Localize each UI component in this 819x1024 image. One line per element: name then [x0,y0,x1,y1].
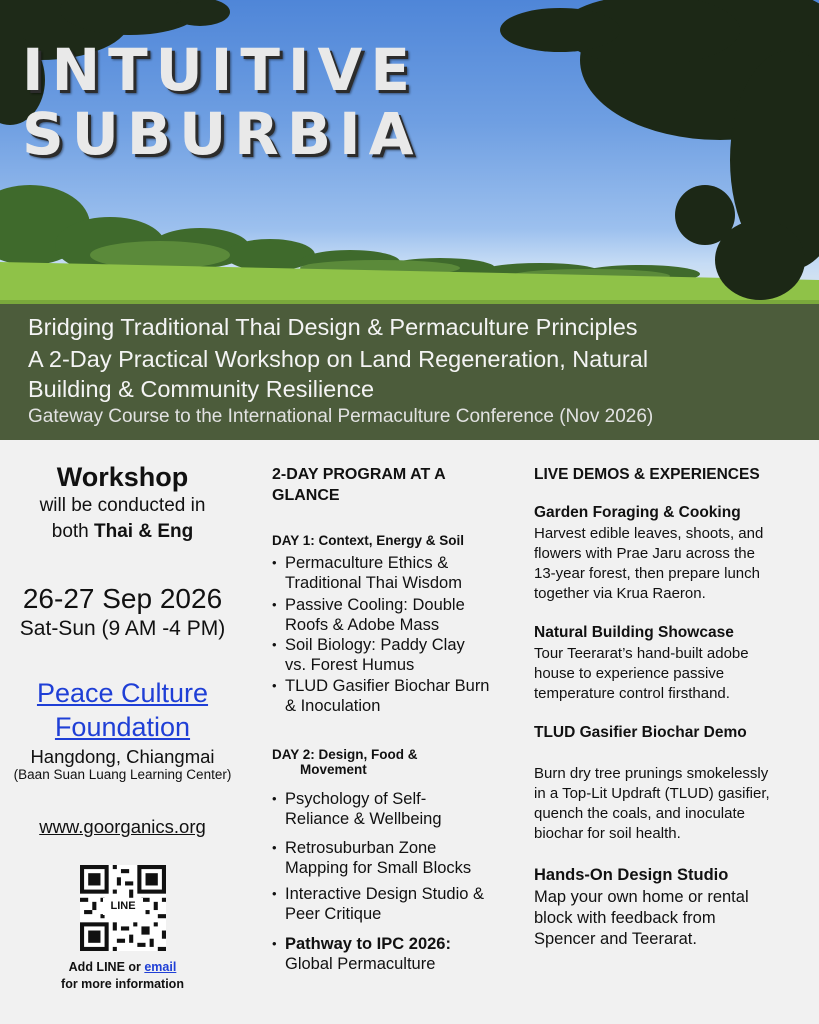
list-item-line: Roofs & Adobe Mass [285,616,440,634]
demo-line: Map your own home or rental [534,888,749,906]
bullet-icon: • [272,678,277,693]
demo-line: Tour Teerarat’s hand-built adobe [534,645,749,662]
list-item [272,884,517,924]
demo-line: quench the coals, and inoculate [534,805,745,822]
demo-line: temperature control firsthand. [534,685,730,702]
list-item-line: Global Permaculture [285,955,436,973]
list-item-line: Interactive Design Studio & [285,885,485,903]
bullet-icon: • [272,597,277,612]
email-link[interactable]: email [144,960,177,974]
program-heading-line-1: 2-DAY PROGRAM AT A [272,466,446,483]
event-location: Hangdong, Chiangmai [30,746,215,767]
hero-banner [0,0,819,440]
list-item-line: Soil Biology: Paddy Clay [285,636,465,654]
list-item [272,635,517,675]
bullet-icon: • [272,840,277,855]
bullet-icon: • [272,791,277,806]
list-item [272,838,517,878]
bullet-icon: • [272,886,277,901]
demo-line: Harvest edible leaves, shoots, and [534,525,764,542]
program-heading [272,464,497,506]
list-item-line: Psychology of Self- [285,790,427,808]
list-item-line: Retrosuburban Zone [285,839,437,857]
bullet-icon: • [272,936,277,951]
subtitle-line-2: A 2-Day Practical Workshop on Land Regeneration, Natural [28,346,649,372]
main-title [22,38,422,166]
day1-title: DAY 1: Context, Energy & Soil [272,533,465,548]
list-item-line: Permaculture Ethics & [285,554,449,572]
event-date: 26-27 Sep 2026 [22,583,223,614]
list-item-line: Mapping for Small Blocks [285,859,472,877]
workshop-heading: Workshop [56,462,189,492]
workshop-info-column [0,440,245,1024]
language-prefix: both [51,521,95,542]
program-column [272,440,517,1024]
day2-title-line-1: DAY 2: Design, Food & [272,747,418,762]
list-item-line: Peer Critique [285,905,382,923]
list-item [272,676,517,716]
languages: Thai & Eng [94,521,194,542]
demo-title: Natural Building Showcase [534,624,734,641]
list-item [272,595,517,635]
subtitle-band [0,304,819,440]
day2-title [272,747,418,777]
demo-title: TLUD Gasifier Biochar Demo [534,724,747,741]
workshop-language-line-1: will be conducted in [39,495,206,516]
qr-line-label: LINE [103,898,143,915]
website-link[interactable]: www.goorganics.org [39,816,206,837]
demo-line: block with feedback from [534,909,716,927]
list-item-line: Passive Cooling: Double [285,596,465,614]
demo-title: Hands-On Design Studio [534,866,729,884]
list-item [272,553,517,593]
list-item-line: Traditional Thai Wisdom [285,574,462,592]
list-item-line: & Inoculation [285,697,381,715]
contact-line-1 [0,960,245,974]
list-item-line: TLUD Gasifier Biochar Burn [285,677,490,695]
demo-description [534,764,809,844]
demo-line: biochar for soil health. [534,825,681,842]
event-time: Sat-Sun (9 AM -4 PM) [19,617,226,640]
demos-heading: LIVE DEMOS & EXPERIENCES [534,466,760,483]
demo-line: in a Top-Lit Updraft (TLUD) gasifier, [534,785,770,802]
contact-prefix: Add LINE or [68,960,145,974]
list-item [272,789,517,829]
demo-line: Spencer and Teerarat. [534,930,697,948]
demos-column [534,440,809,1024]
list-item-line: vs. Forest Humus [285,656,415,674]
demo-line: together via Krua Raeron. [534,585,706,602]
list-item [272,934,517,974]
demo-line: house to experience passive [534,665,725,682]
organizer-line-2[interactable]: Foundation [54,712,191,742]
list-item-line: Reliance & Wellbeing [285,810,442,828]
bullet-icon: • [272,555,277,570]
demo-line: Burn dry tree prunings smokelessly [534,765,769,782]
demo-description [534,644,809,704]
demo-title: Garden Foraging & Cooking [534,504,741,521]
demo-description [534,887,809,950]
program-heading-line-2: GLANCE [272,487,340,504]
contact-line-2: for more information [61,977,184,991]
demo-line: flowers with Prae Jaru across the [534,545,755,562]
demo-line: 13-year forest, then prepare lunch [534,565,760,582]
gateway-line: Gateway Course to the International Permaculture Conference (Nov 2026) [28,406,654,427]
day2-title-line-2: Movement [300,762,367,777]
organizer-line-1[interactable]: Peace Culture [36,678,209,708]
title-line-1: INTUITIVE [22,36,419,104]
bullet-icon: • [272,637,277,652]
subtitle-line-3: Building & Community Resilience [28,376,375,402]
title-line-2: SUBURBIA [22,100,422,168]
subtitle-line-1: Bridging Traditional Thai Design & Permaculture Principles [28,314,638,340]
venue-name: (Baan Suan Luang Learning Center) [13,767,232,782]
ipc-pathway-label: Pathway to IPC 2026: [285,935,451,953]
organizer-link[interactable] [0,676,245,744]
demo-description [534,524,809,604]
list-item-line [272,934,517,954]
workshop-language-line-2 [0,521,245,543]
